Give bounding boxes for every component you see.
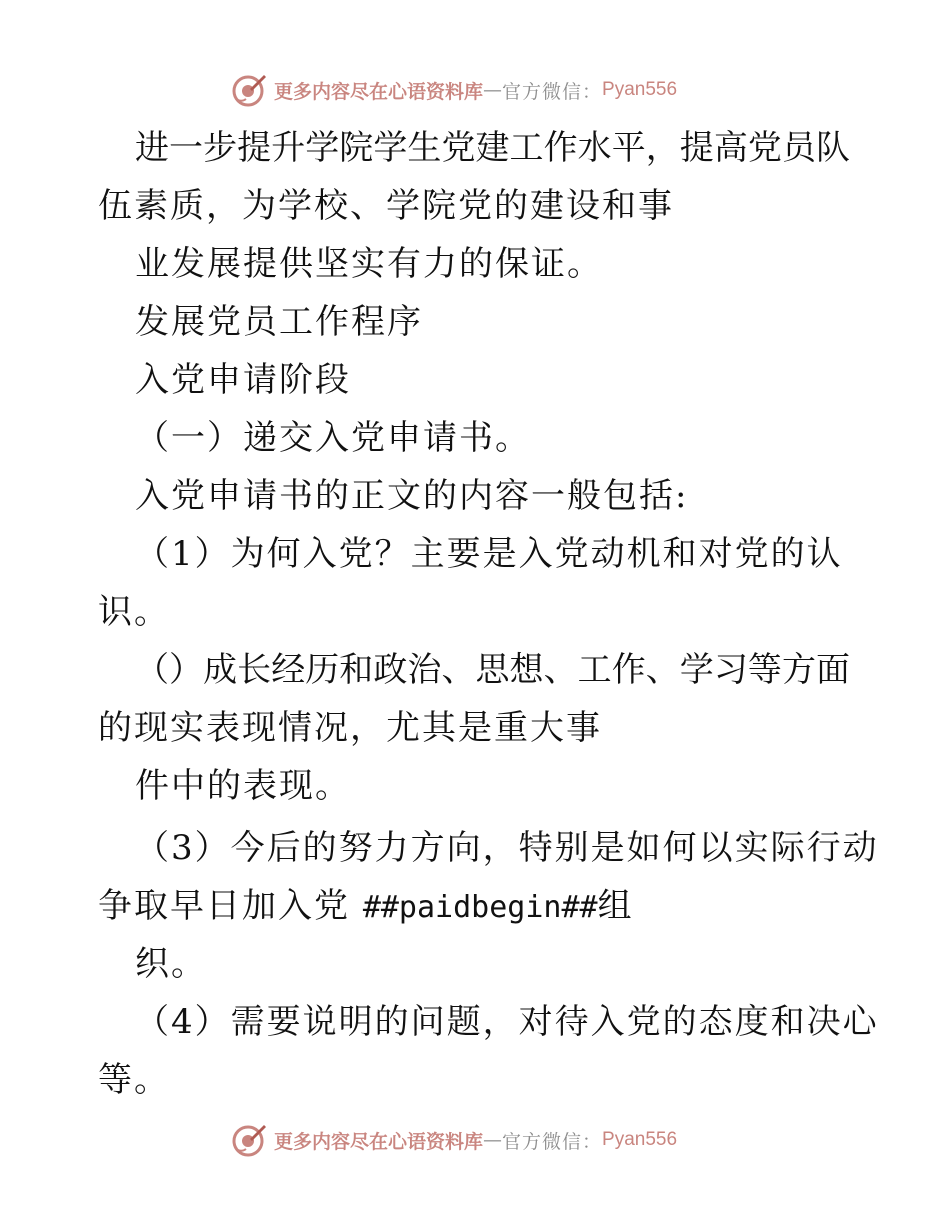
watermark-subtitle: 官方微信：	[502, 1130, 603, 1153]
pen-logo-icon	[232, 1122, 268, 1158]
watermark-title: 更多内容尽在心语资料库	[274, 80, 484, 103]
watermark-dash: —	[483, 1129, 503, 1151]
paragraph-line: 的现实表现情况，尤其是重大事	[98, 708, 602, 748]
heading-line: 入党申请阶段	[135, 360, 351, 400]
paragraph-line: 等。	[98, 1060, 170, 1100]
paragraph-line: （1）为何入党？主要是入党动机和对党的认	[135, 534, 843, 574]
paragraph-line	[98, 886, 950, 928]
paragraph-line: 业发展提供坚实有力的保证。	[135, 244, 603, 284]
watermark-wechat-id: Pyan556	[602, 1129, 678, 1150]
heading-line: 发展党员工作程序	[135, 302, 423, 342]
paid-marker: ##paidbegin##	[362, 890, 598, 925]
watermark-dash: —	[483, 79, 503, 101]
paragraph-line: （4）需要说明的问题，对待入党的态度和决心	[135, 1002, 879, 1042]
header-watermark	[232, 72, 677, 108]
paragraph-line: （一）递交入党申请书。	[135, 418, 531, 458]
watermark-subtitle: 官方微信：	[502, 80, 603, 103]
watermark-title: 更多内容尽在心语资料库	[274, 1130, 484, 1153]
watermark-wechat-id: Pyan556	[602, 79, 678, 100]
paragraph-line: 进一步提升学院学生党建工作水平，提高党员队	[135, 128, 850, 168]
paragraph-line: （）成长经历和政治、思想、工作、学习等方面	[135, 650, 850, 690]
pen-logo-icon	[232, 72, 268, 108]
paragraph-line: 织。	[135, 944, 207, 984]
footer-watermark	[232, 1122, 677, 1158]
paragraph-line: 入党申请书的正文的内容一般包括:	[135, 476, 689, 516]
line-text: 争取早日加入党	[98, 886, 363, 926]
paragraph-line: 件中的表现。	[135, 766, 351, 806]
paragraph-line: 识。	[98, 592, 170, 632]
line-text: 组	[597, 886, 634, 926]
paragraph-line: （3）今后的努力方向，特别是如何以实际行动	[135, 828, 879, 868]
paragraph-line: 伍素质，为学校、学院党的建设和事	[98, 186, 674, 226]
